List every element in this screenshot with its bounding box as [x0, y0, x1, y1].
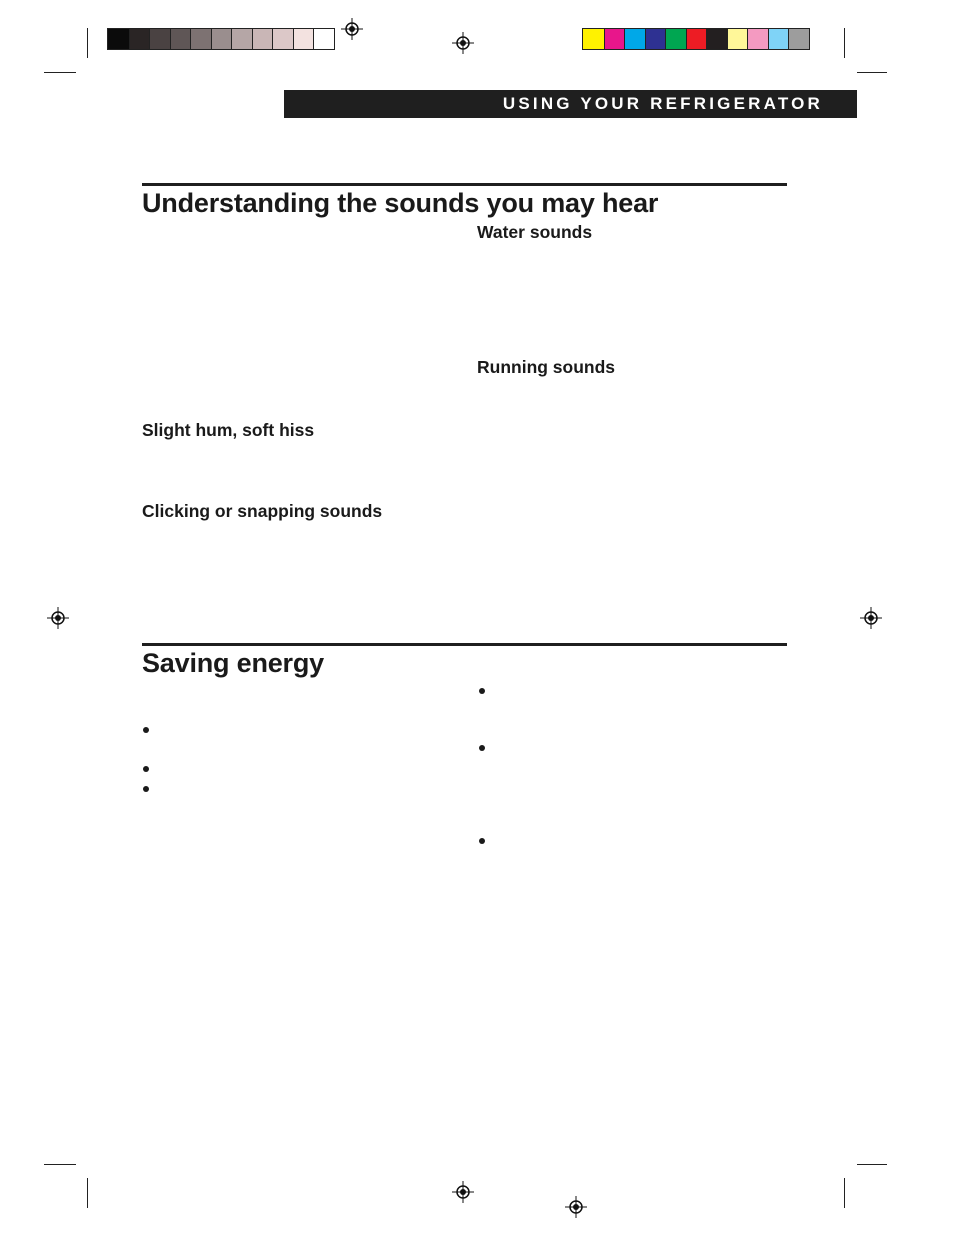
color-swatch [768, 29, 789, 49]
color-swatch [645, 29, 666, 49]
bullet-point [143, 766, 149, 772]
color-swatch [211, 29, 232, 49]
color-swatch [272, 29, 293, 49]
crop-mark-top-right-v [844, 28, 845, 58]
color-swatch [149, 29, 170, 49]
registration-mark-icon [565, 1196, 587, 1218]
color-swatch [293, 29, 314, 49]
crop-mark-bottom-right-h [857, 1164, 887, 1165]
crop-mark-bottom-left-h [44, 1164, 76, 1165]
subhead-water-sounds: Water sounds [477, 222, 593, 242]
color-swatch [747, 29, 768, 49]
subhead-clicking-sounds: Clicking or snapping sounds [142, 501, 383, 521]
color-swatch [624, 29, 645, 49]
color-swatch [231, 29, 252, 49]
color-swatch [190, 29, 211, 49]
color-swatch [665, 29, 686, 49]
registration-mark-icon [47, 607, 69, 629]
crop-mark-bottom-right-v [844, 1178, 845, 1208]
color-swatch [170, 29, 191, 49]
color-swatch [583, 29, 604, 49]
energy-heading: Saving energy [142, 648, 324, 678]
registration-mark-icon [860, 607, 882, 629]
bullet-point [479, 838, 485, 844]
color-swatch [727, 29, 748, 49]
crop-mark-bottom-left-v [87, 1178, 88, 1208]
bullet-point [143, 727, 149, 733]
bullet-point [143, 786, 149, 792]
registration-mark-icon [341, 18, 363, 40]
grayscale-color-bar [107, 28, 335, 50]
crop-mark-top-left-h [44, 72, 76, 73]
color-swatch [129, 29, 150, 49]
crop-mark-top-left-v [87, 28, 88, 58]
crop-mark-top-right-h [857, 72, 887, 73]
color-swatch [686, 29, 707, 49]
subhead-running-sounds: Running sounds [477, 357, 616, 377]
bullet-point [479, 745, 485, 751]
color-swatch [252, 29, 273, 49]
process-color-bar [582, 28, 810, 50]
color-swatch [788, 29, 809, 49]
section-rule [142, 183, 787, 186]
section-header-band: USING YOUR REFRIGERATOR [284, 90, 857, 118]
color-swatch [313, 29, 334, 49]
bullet-point [479, 688, 485, 694]
color-swatch [604, 29, 625, 49]
registration-mark-icon [452, 32, 474, 54]
subhead-slight-hum: Slight hum, soft hiss [142, 420, 315, 440]
color-swatch [108, 29, 129, 49]
sounds-heading: Understanding the sounds you may hear [142, 188, 659, 218]
registration-mark-icon [452, 1181, 474, 1203]
color-swatch [706, 29, 727, 49]
section-rule [142, 643, 787, 646]
